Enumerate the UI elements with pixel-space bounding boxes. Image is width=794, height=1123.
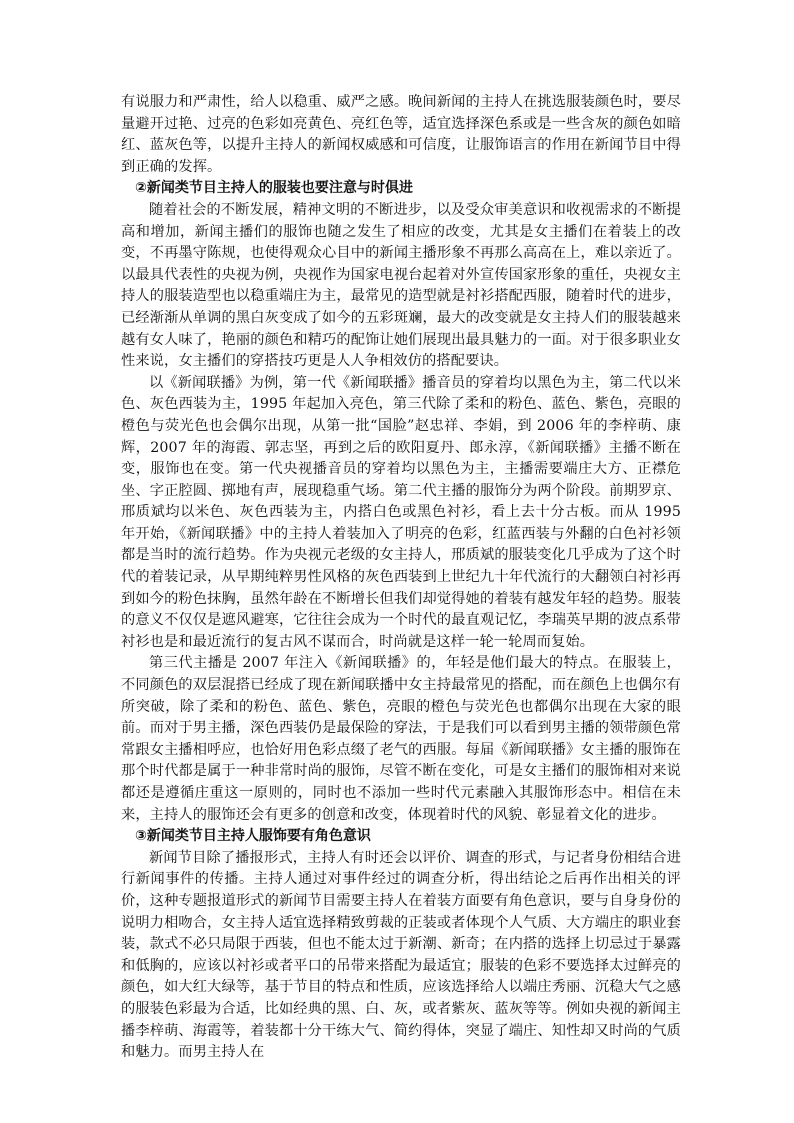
paragraph-role-awareness: 新闻节目除了播报形式，主持人有时还会以评价、调查的形式，与记者身份相结合进行新闻事件的传播。主持人通过对事件经过的调查分析，得出结论之后再作出相关的评价，这种专题报道形式的新闻节目需要主持人在着装方面要有角色意识，要与自身身份的说明力相吻合，女主持人适宜选择精致剪裁的正装或者体现个人气质、大方端庄的职业套装，款式不必只局限于西装，但也不能太过于新潮、新奇；在内搭的选择上切忌过于暴露和低胸的，应该以衬衫或者平口的吊带来搭配为最适宜；服装的色彩不要选择太过鲜亮的颜色，如大红大绿等，基于节目的特点和性质，应该选择给人以端庄秀丽、沉稳大气之感的服装色彩最为合适，比如经典的黑、白、灰，或者紫灰、蓝灰等等。例如央视的新闻主播李梓萌、海霞等，着装都十分干练大气、简约得体，突显了端庄、知性却又时尚的气质和魅力。而男主持人在 [121, 849, 681, 1061]
section-heading-2: ②新闻类节目主持人的服装也要注意与时俱进 [135, 180, 413, 197]
paragraph-social-development: 随着社会的不断发展，精神文明的不断进步，以及受众审美意识和收视需求的不断提高和增加，新闻主播们的服饰也随之发生了相应的改变，尤其是女主播们在着装上的改变，不再墨守陈规，也使得观众心目中的新闻主播形象不再那么高高在上，难以亲近了。以最具代表性的央视为例，央视作为国家电视台起着对外宣传国家形象的重任，央视女主持人的服装造型也以稳重端庄为主，最常见的造型就是衬衫搭配西服，随着时代的进步，已经渐渐从单调的黑白灰变成了如今的五彩斑斓，最大的改变就是女主持人们的服装越来越有女人味了，艳丽的颜色和精巧的配饰让她们展现出最具魅力的一面。对于很多职业女性来说，女主播们的穿搭技巧更是人人争相效仿的搭配要诀。 [121, 201, 681, 370]
paragraph-intro: 有说服力和严肃性，给人以稳重、威严之感。晚间新闻的主持人在挑选服装颜色时，要尽量避开过艳、过亮的色彩如亮黄色、亮红色等，适宜选择深色系或是一些含灰的颜色如暗红、蓝灰色等，以提升主持人的新闻权威感和可信度，让服饰语言的作用在新闻节目中得到正确的发挥。 [121, 94, 681, 175]
section-heading-3: ③新闻类节目主持人服饰要有角色意识 [135, 828, 371, 845]
paragraph-xinwen-lianbo-history: 以《新闻联播》为例，第一代《新闻联播》播音员的穿着均以黑色为主，第二代以米色、灰色西装为主，1995 年起加入亮色，第三代除了柔和的粉色、蓝色、紫色，亮眼的橙色与荧光色也会偶尔出现，从第一批“国脸”赵忠祥、李娟，到 2006 年的李梓萌、康辉，2007 年的海霞、郭志坚，再到之后的欧阳夏丹、郎永淳，《新闻联播》主播不断在变，服饰也在变。第一代央视播音员的穿着均以黑色为主，主播需要端庄大方、正襟危坐、字正腔圆、掷地有声，展现稳重气场。第二代主播的服饰分为两个阶段。前期罗京、邢质斌均以米色、灰色西装为主，内搭白色或黑色衬衫，看上去十分古板。而从 1995 年开始，《新闻联播》中的主持人着装加入了明亮的色彩，红蓝西装与外翻的白色衬衫领都是当时的流行趋势。作为央视元老级的女主持人，邢质斌的服装变化几乎成为了这个时代的着装记录，从早期纯粹男性风格的灰色西装到上世纪九十年代流行的大翻领白衬衫再到如今的粉色抹胸，虽然年龄在不断增长但我们却觉得她的着装有越发年轻的趋势。服装的意义不仅仅是遮风避寒，它往往会成为一个时代的最直观记忆，李瑞英早期的波点系带衬衫也是和最近流行的复古风不谋而合，时尚就是这样一轮一轮周而复始。 [121, 374, 681, 650]
paragraph-third-generation: 第三代主播是 2007 年注入《新闻联播》的，年轻是他们最大的特点。在服装上，不同颜色的双层混搭已经成了现在新闻联播中女主持最常见的搭配，而在颜色上也偶尔有所突破，除了柔和的粉色、蓝色、紫色，亮眼的橙色与荧光色也都偶尔出现在大家的眼前。而对于男主播，深色西装仍是最保险的穿法，于是我们可以看到男主播的领带颜色常常跟女主播相呼应，也恰好用色彩点缀了老气的西服。每届《新闻联播》女主播的服饰在那个时代都是属于一种非常时尚的服饰，尽管不断在变化，可是女主播们的服饰相对来说都还是遵循庄重这一原则的，同时也不添加一些时代元素融入其服饰形态中。相信在未来，主持人的服饰还会有更多的创意和改变，体现着时代的风貌、彰显着文化的进步。 [121, 655, 681, 823]
document-page [121, 92, 681, 1064]
